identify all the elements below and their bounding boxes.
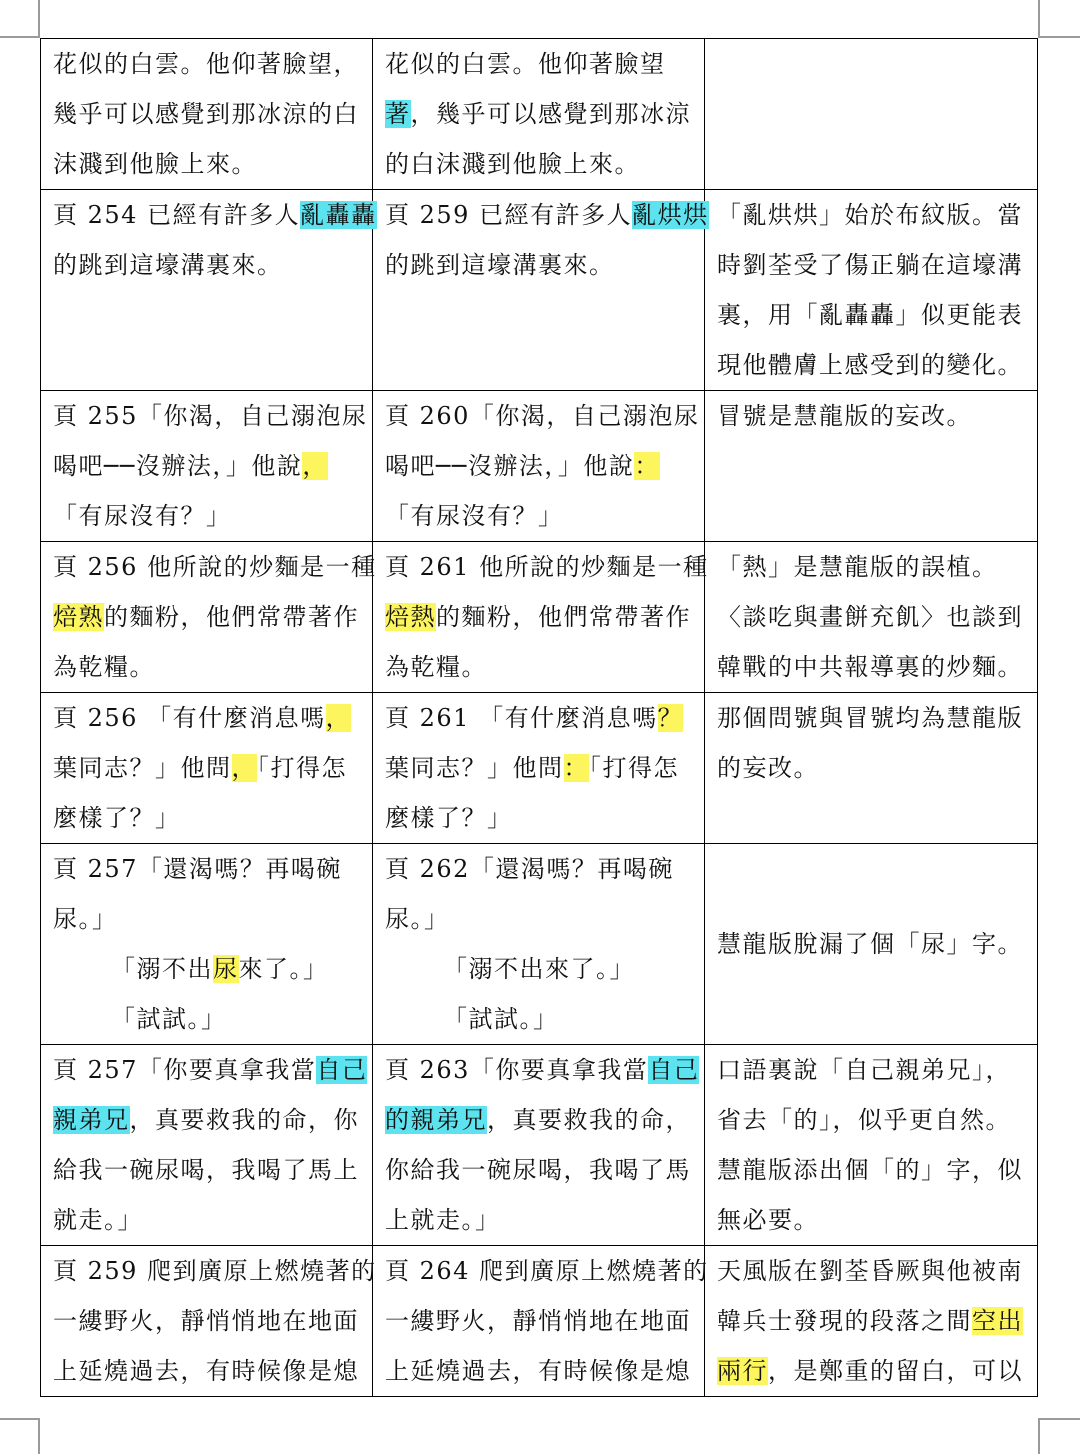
text-segment: 尿。」 [385, 905, 450, 933]
text-segment: 頁 262「還渴嗎？再喝碗 [385, 855, 674, 883]
text-line [717, 693, 1025, 743]
table-row [41, 1045, 1038, 1246]
text-segment: 無必要。 [717, 1206, 819, 1234]
text-line [717, 592, 1025, 642]
highlighted-text-cyan: 亂轟轟 [300, 201, 377, 229]
text-segment: 慧龍版脫漏了個「尿」字。 [717, 930, 1023, 958]
crop-mark-top-left-horizontal [0, 36, 40, 38]
text-segment: 頁 261 他所說的炒麵是一種 [385, 553, 709, 581]
text-line [385, 642, 692, 692]
highlighted-text-yellow: 兩行 [717, 1357, 768, 1385]
text-segment: 上延燒過去，有時候像是熄 [53, 1357, 359, 1385]
text-line [385, 793, 692, 843]
huilong-edition-cell [373, 693, 705, 844]
huilong-edition-cell [373, 1246, 709, 1397]
text-line [717, 290, 1025, 340]
text-line [717, 1296, 1025, 1346]
text-segment: 「有尿沒有？」 [385, 502, 564, 530]
text-segment: 你給我一碗尿喝，我喝了馬 [385, 1156, 691, 1184]
highlighted-text-cyan: 自己 [316, 1056, 368, 1084]
text-segment: 給我一碗尿喝，我喝了馬上 [53, 1156, 359, 1184]
crop-mark-top-right-vertical [1038, 0, 1040, 36]
text-line [385, 844, 692, 894]
text-line [717, 743, 1025, 793]
edition-comparison-table [40, 38, 1038, 1397]
text-line [385, 1045, 700, 1095]
text-line [717, 1095, 1025, 1145]
huilong-edition-cell [373, 391, 705, 542]
text-line [717, 391, 1025, 441]
text-line [53, 1045, 368, 1095]
text-segment: 頁 257「還渴嗎？再喝碗 [53, 855, 342, 883]
note-cell [705, 190, 1038, 391]
text-segment: 頁 260「你渴，自己溺泡尿 [385, 402, 700, 430]
text-line [385, 240, 692, 290]
text-segment: 葉同志？」他問 [385, 754, 564, 782]
table-row [41, 391, 1038, 542]
text-segment: 頁 259 爬到廣原上燃燒著的 [53, 1257, 377, 1285]
text-segment: 花似的白雲。他仰著臉望 [385, 50, 666, 78]
text-line [717, 340, 1025, 390]
crop-mark-top-right-horizontal [1038, 36, 1080, 38]
text-line [53, 844, 360, 894]
text-line [53, 944, 360, 994]
text-segment: 一縷野火，靜悄悄地在地面 [385, 1307, 691, 1335]
text-segment: 就走。」 [53, 1206, 143, 1234]
text-segment: ，是鄭重的留白，可以 [768, 1357, 1023, 1385]
text-segment: 葉同志？」他問 [53, 754, 232, 782]
text-segment: 「溺不出 [111, 955, 213, 983]
text-segment: 「試試。」 [111, 1005, 227, 1033]
text-line [385, 139, 692, 189]
text-line [717, 190, 1025, 240]
text-line [53, 1095, 360, 1145]
text-segment: 「熱」是慧龍版的誤植。 [717, 553, 998, 581]
highlighted-text-yellow: ， [231, 754, 257, 782]
text-line [385, 190, 709, 240]
text-line [53, 139, 360, 189]
text-segment: 的白沫濺到他臉上來。 [385, 150, 640, 178]
highlighted-text-yellow: 焙熱 [385, 603, 436, 631]
text-line [717, 1195, 1025, 1245]
table-row [41, 542, 1038, 693]
note-cell [705, 844, 1038, 1045]
text-segment: 的跳到這壕溝裏來。 [53, 251, 283, 279]
highlighted-text-yellow: ？ [657, 704, 684, 732]
text-segment: 麼樣了？」 [385, 804, 513, 832]
text-segment: 韓戰的中共報導裏的炒麵。 [717, 653, 1023, 681]
note-cell [705, 693, 1038, 844]
text-line [385, 441, 692, 491]
table-row [41, 190, 1038, 391]
huilong-edition-cell [373, 1045, 705, 1246]
text-segment: ，真要救我的命， [487, 1106, 691, 1134]
text-segment: 頁 256 他所說的炒麵是一種 [53, 553, 377, 581]
text-segment: 「打得怎 [589, 754, 679, 782]
text-line [385, 89, 692, 139]
text-segment: 「溺不出來了。」 [443, 955, 635, 983]
text-segment: 頁 257「你要真拿我當 [53, 1056, 317, 1084]
text-line [53, 642, 360, 692]
text-segment: 沫濺到他臉上來。 [53, 150, 257, 178]
highlighted-text-yellow: ： [563, 754, 589, 782]
huilong-edition-cell [373, 844, 705, 1045]
text-line [53, 1195, 360, 1245]
note-cell [705, 1045, 1038, 1246]
table-row [41, 39, 1038, 190]
text-segment: 省去「的」，似乎更自然。 [717, 1106, 1011, 1134]
text-line [385, 743, 692, 793]
text-line [53, 592, 360, 642]
text-line [717, 1246, 1025, 1296]
text-segment: 裏，用「亂轟轟」似更能表 [717, 301, 1023, 329]
text-line [717, 1145, 1025, 1195]
highlighted-text-cyan: 的親弟兄 [385, 1106, 487, 1134]
text-line [385, 1095, 692, 1145]
text-segment: 尿。」 [53, 905, 118, 933]
highlighted-text-yellow: 焙熟 [53, 603, 104, 631]
highlighted-text-yellow: ， [302, 452, 328, 480]
text-segment: 「試試。」 [443, 1005, 559, 1033]
highlighted-text-cyan: 著 [385, 100, 411, 128]
text-segment: 為乾糧。 [385, 653, 487, 681]
highlighted-text-yellow: 空出 [972, 1307, 1023, 1335]
tianfeng-edition-cell [41, 39, 373, 190]
tianfeng-edition-cell [41, 693, 373, 844]
text-line [385, 994, 692, 1044]
text-line [385, 1195, 692, 1245]
text-segment: 慧龍版添出個「的」字，似 [717, 1156, 1023, 1184]
text-line [385, 391, 700, 441]
note-cell [705, 542, 1038, 693]
text-segment: ，幾乎可以感覺到那冰涼 [410, 100, 691, 128]
text-line [53, 693, 360, 743]
crop-mark-bottom-right-horizontal [1038, 1418, 1080, 1420]
highlighted-text-yellow: ， [325, 704, 352, 732]
huilong-edition-cell [373, 39, 705, 190]
text-line [53, 441, 360, 491]
text-segment: 來了。」 [238, 955, 329, 983]
text-segment: 的跳到這壕溝裏來。 [385, 251, 615, 279]
crop-mark-bottom-left-horizontal [0, 1418, 40, 1420]
text-segment: 時劉荃受了傷正躺在這壕溝 [717, 251, 1023, 279]
crop-mark-bottom-right-vertical [1038, 1418, 1040, 1454]
text-segment: 〈談吃與畫餅充飢〉也談到 [717, 603, 1023, 631]
crop-mark-top-left-vertical [38, 0, 40, 36]
text-line [385, 39, 692, 89]
text-line [53, 89, 360, 139]
text-line [53, 542, 377, 592]
text-line [385, 491, 692, 541]
text-line [385, 1246, 709, 1296]
text-segment: 頁 256 「有什麼消息嗎 [53, 704, 326, 732]
text-line [53, 190, 377, 240]
text-line [385, 693, 692, 743]
text-line [53, 994, 360, 1044]
text-segment: 頁 254 已經有許多人 [53, 201, 301, 229]
tianfeng-edition-cell [41, 1246, 377, 1397]
note-cell [705, 391, 1038, 542]
text-segment: 上就走。」 [385, 1206, 501, 1234]
text-line [717, 642, 1025, 692]
highlighted-text-yellow: 尿 [213, 955, 239, 983]
huilong-edition-cell [373, 542, 709, 693]
text-segment: 頁 259 已經有許多人 [385, 201, 633, 229]
text-line [53, 1296, 360, 1346]
text-segment: 現他體膚上感受到的變化。 [717, 351, 1023, 379]
text-segment: 那個問號與冒號均為慧龍版 [717, 704, 1023, 732]
comparison-table-body [41, 39, 1038, 1397]
text-line [53, 894, 360, 944]
text-segment: 頁 255「你渴，自己溺泡尿 [53, 402, 368, 430]
text-line [385, 1346, 692, 1396]
tianfeng-edition-cell [41, 391, 373, 542]
text-line [53, 240, 360, 290]
text-line [53, 743, 360, 793]
table-row [41, 1246, 1038, 1397]
text-line [53, 491, 360, 541]
text-segment: 「亂烘烘」始於布紋版。當 [717, 201, 1023, 229]
text-line [385, 944, 692, 994]
text-line [717, 1045, 1025, 1095]
text-line [717, 542, 1025, 592]
text-line [53, 39, 360, 89]
tianfeng-edition-cell [41, 1045, 373, 1246]
text-segment: 一縷野火，靜悄悄地在地面 [53, 1307, 359, 1335]
text-line [717, 919, 1025, 969]
text-segment: 口語裏說「自己親弟兄」， [717, 1056, 1011, 1084]
text-line [385, 1296, 692, 1346]
text-segment: 喝吧──沒辦法，」他說 [385, 452, 635, 480]
highlighted-text-cyan: 亂烘烘 [632, 201, 709, 229]
text-segment: 花似的白雲。他仰著臉望， [53, 50, 359, 78]
huilong-edition-cell [373, 190, 709, 391]
note-cell [705, 1246, 1038, 1397]
highlighted-text-yellow: ： [634, 452, 660, 480]
text-segment: 頁 263「你要真拿我當 [385, 1056, 649, 1084]
tianfeng-edition-cell [41, 190, 377, 391]
highlighted-text-cyan: 自己 [648, 1056, 700, 1084]
text-segment: 天風版在劉荃昏厥與他被南 [717, 1257, 1023, 1285]
text-line [717, 1346, 1025, 1396]
text-segment: 韓兵士發現的段落之間 [717, 1307, 972, 1335]
text-segment: 「打得怎 [257, 754, 347, 782]
crop-mark-bottom-left-vertical [38, 1418, 40, 1454]
text-line [385, 1145, 692, 1195]
note-cell [705, 39, 1038, 190]
text-segment: 的妄改。 [717, 754, 819, 782]
text-line [53, 1145, 360, 1195]
text-segment: 冒號是慧龍版的妄改。 [717, 402, 972, 430]
text-segment: 幾乎可以感覺到那冰涼的白 [53, 100, 359, 128]
text-segment: 頁 261 「有什麼消息嗎 [385, 704, 658, 732]
text-segment: 的麵粉，他們常帶著作 [104, 603, 359, 631]
text-line [53, 391, 368, 441]
tianfeng-edition-cell [41, 542, 377, 693]
table-row [41, 693, 1038, 844]
text-line [717, 240, 1025, 290]
text-line [385, 894, 692, 944]
text-segment: 為乾糧。 [53, 653, 155, 681]
highlighted-text-cyan: 親弟兄 [53, 1106, 130, 1134]
text-segment: 麼樣了？」 [53, 804, 181, 832]
text-line [385, 542, 709, 592]
text-segment: 「有尿沒有？」 [53, 502, 232, 530]
text-segment: 頁 264 爬到廣原上燃燒著的 [385, 1257, 709, 1285]
text-line [53, 1346, 360, 1396]
text-line [53, 793, 360, 843]
table-row [41, 844, 1038, 1045]
text-line [53, 1246, 377, 1296]
text-segment: ，真要救我的命，你 [129, 1106, 359, 1134]
tianfeng-edition-cell [41, 844, 373, 1045]
text-segment: 喝吧──沒辦法，」他說 [53, 452, 303, 480]
text-segment: 的麵粉，他們常帶著作 [436, 603, 691, 631]
text-line [385, 592, 692, 642]
text-segment: 上延燒過去，有時候像是熄 [385, 1357, 691, 1385]
